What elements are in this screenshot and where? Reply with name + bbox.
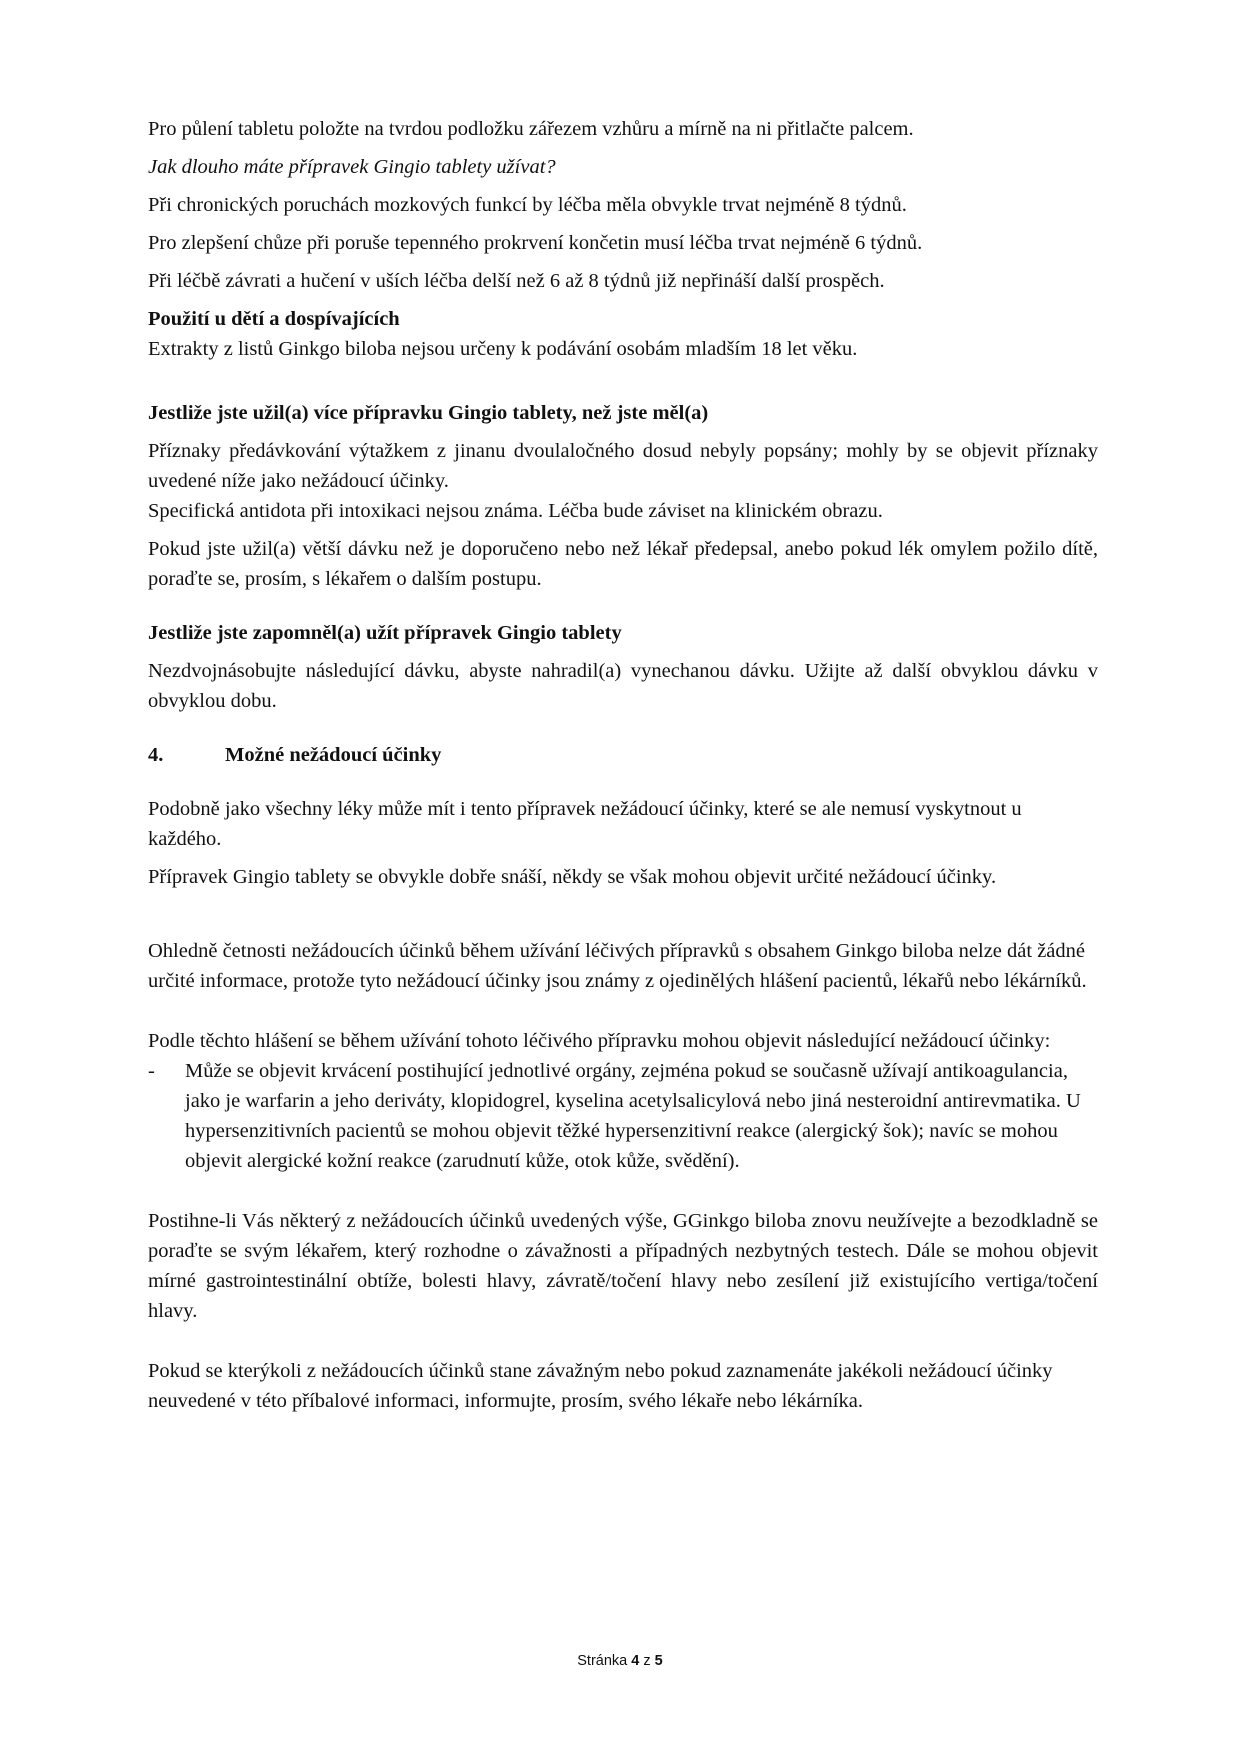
side-effects-intro: Podobně jako všechny léky může mít i tento přípravek nežádoucí účinky, které se ale nemusí vyskytnout u každého. — [148, 798, 1022, 850]
footer-page-number: 4 — [631, 1653, 640, 1669]
page-content — [148, 114, 1098, 1416]
section-title: Možné nežádoucí účinky — [225, 744, 442, 766]
overdose-antidote: Specifická antidota při intoxikaci nejsou známa. Léčba bude záviset na klinickém obrazu. — [148, 500, 883, 522]
side-effects-reports-intro: Podle těchto hlášení se během užívání tohoto léčivého přípravku mohou objevit následující nežádoucí účinky: — [148, 1030, 1051, 1052]
duration-heading: Jak dlouho máte přípravek Gingio tablety užívat? — [148, 156, 556, 178]
section-number: 4. — [148, 744, 164, 766]
children-heading: Použití u dětí a dospívajících — [148, 308, 400, 330]
duration-chronic: Při chronických poruchách mozkových funkcí by léčba měla obvykle trvat nejméně 8 týdnů. — [148, 194, 907, 216]
footer-of: z — [643, 1653, 651, 1669]
footer-total-pages: 5 — [654, 1653, 663, 1669]
duration-walking: Pro zlepšení chůze při poruše tepenného prokrvení končetin musí léčba trvat nejméně 6 týdnů. — [148, 232, 923, 254]
list-bullet: - — [148, 1060, 155, 1082]
side-effects-action: Postihne-li Vás některý z nežádoucích účinků uvedených výše, GGinkgo biloba znovu neužívejte a bezodkladně se poraďte se svým lékařem, který rozhodne o závažnosti a případných nezbytných testech. Dále se mohou objevit mírné gastrointestinální obtíže, bolesti hlavy, závratě/točení hlavy nebo zesílení již existujícího vertiga/točení hlavy. — [148, 1210, 1098, 1322]
section-4-heading — [148, 740, 1098, 770]
side-effects-list — [148, 1056, 1098, 1176]
list-item-text: Může se objevit krvácení postihující jednotlivé orgány, zejména pokud se současně užívají antikoagulancia, jako je warfarin a jeho deriváty, klopidogrel, kyselina acetylsalicylová nebo jiná nesteroidní antirevmatika. U hypersenzitivních pacientů se mohou objevit těžké hypersenzitivní reakce (alergický šok); navíc se mohou objevit alergické kožní reakce (zarudnutí kůže, otok kůže, svědění). — [185, 1060, 1081, 1172]
halving-instruction: Pro půlení tabletu položte na tvrdou podložku zářezem vzhůru a mírně na ni přitlačte palcem. — [148, 118, 914, 140]
children-text: Extrakty z listů Ginkgo biloba nejsou určeny k podávání osobám mladším 18 let věku. — [148, 338, 858, 360]
overdose-advice: Pokud jste užil(a) větší dávku než je doporučeno nebo než lékař předepsal, anebo pokud lék omylem požilo dítě, poraďte se, prosím, s lékařem o dalším postupu. — [148, 538, 1098, 590]
overdose-symptoms: Příznaky předávkování výtažkem z jinanu dvoulaločného dosud nebyly popsány; mohly by se objevit příznaky uvedené níže jako nežádoucí účinky. — [148, 440, 1098, 492]
overdose-heading: Jestliže jste užil(a) více přípravku Gingio tablety, než jste měl(a) — [148, 402, 709, 424]
missed-heading: Jestliže jste zapomněl(a) užít přípravek Gingio tablety — [148, 622, 622, 644]
list-item — [148, 1056, 1098, 1176]
side-effects-frequency: Ohledně četnosti nežádoucích účinků během užívání léčivých přípravků s obsahem Ginkgo biloba nelze dát žádné určité informace, protože tyto nežádoucí účinky jsou známy z ojedinělých hlášení pacientů, lékařů nebo lékárníků. — [148, 940, 1087, 992]
duration-vertigo: Při léčbě závrati a hučení v uších léčba delší než 6 až 8 týdnů již nepřináší další prospěch. — [148, 270, 885, 292]
missed-text: Nezdvojnásobujte následující dávku, abyste nahradil(a) vynechanou dávku. Užijte až další obvyklou dávku v obvyklou dobu. — [148, 660, 1098, 712]
page-footer — [0, 1653, 1240, 1669]
side-effects-tolerance: Přípravek Gingio tablety se obvykle dobře snáší, někdy se však mohou objevit určité nežádoucí účinky. — [148, 866, 997, 888]
side-effects-report: Pokud se kterýkoli z nežádoucích účinků stane závažným nebo pokud zaznamenáte jakékoli nežádoucí účinky neuvedené v této příbalové informaci, informujte, prosím, svého lékaře nebo lékárníka. — [148, 1360, 1053, 1412]
footer-label: Stránka — [577, 1653, 628, 1669]
